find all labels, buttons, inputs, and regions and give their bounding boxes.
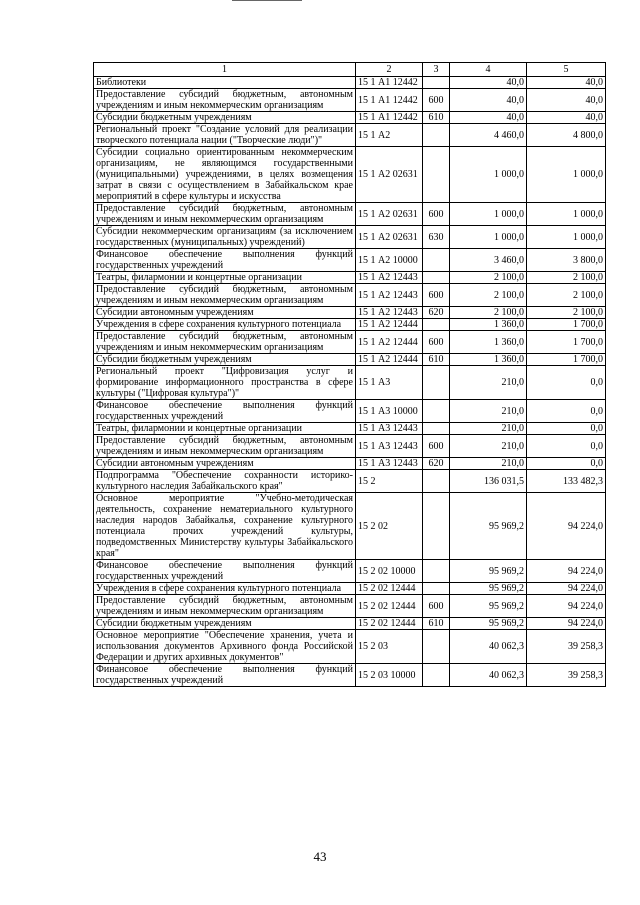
- target-code: 15 1 А2 12443: [356, 307, 423, 319]
- scan-mark: [232, 0, 302, 3]
- row-description: Финансовое обеспечение выполнения функций государственных учреждений: [94, 400, 356, 423]
- amount-year-1: 210,0: [450, 366, 527, 400]
- amount-year-1: 1 360,0: [450, 319, 527, 331]
- expense-type: [423, 272, 450, 284]
- table-row: [94, 112, 606, 124]
- amount-year-2: 0,0: [527, 400, 606, 423]
- amount-year-1: 2 100,0: [450, 307, 527, 319]
- table-row: [94, 124, 606, 147]
- column-header: 3: [423, 63, 450, 77]
- row-description: Учреждения в сфере сохранения культурного потенциала: [94, 583, 356, 595]
- table-row: [94, 618, 606, 630]
- amount-year-1: 1 000,0: [450, 147, 527, 203]
- table-header-row: [94, 63, 606, 77]
- target-code: 15 2 02 12444: [356, 618, 423, 630]
- amount-year-1: 210,0: [450, 435, 527, 458]
- row-description: Предоставление субсидий бюджетным, автономным учреждениям и иным некоммерческим организациям: [94, 284, 356, 307]
- table-row: [94, 331, 606, 354]
- amount-year-1: 95 969,2: [450, 493, 527, 560]
- expense-type: [423, 493, 450, 560]
- amount-year-1: 2 100,0: [450, 284, 527, 307]
- table-row: [94, 307, 606, 319]
- expense-type: 610: [423, 354, 450, 366]
- amount-year-1: 1 360,0: [450, 331, 527, 354]
- target-code: 15 1 А2 12444: [356, 319, 423, 331]
- amount-year-2: 0,0: [527, 458, 606, 470]
- amount-year-1: 95 969,2: [450, 618, 527, 630]
- row-description: Предоставление субсидий бюджетным, автономным учреждениям и иным некоммерческим организациям: [94, 435, 356, 458]
- row-description: Предоставление субсидий бюджетным, автономным учреждениям и иным некоммерческим организациям: [94, 331, 356, 354]
- expense-type: [423, 249, 450, 272]
- target-code: 15 1 А2 12443: [356, 284, 423, 307]
- target-code: 15 2 03: [356, 630, 423, 664]
- target-code: 15 2 02: [356, 493, 423, 560]
- table-row: [94, 89, 606, 112]
- table-body: [94, 77, 606, 687]
- amount-year-1: 40 062,3: [450, 664, 527, 687]
- expense-type: 620: [423, 307, 450, 319]
- table-row: [94, 664, 606, 687]
- target-code: 15 1 А3 12443: [356, 458, 423, 470]
- amount-year-2: 1 000,0: [527, 203, 606, 226]
- target-code: 15 1 А2 12444: [356, 354, 423, 366]
- target-code: 15 1 А1 12442: [356, 89, 423, 112]
- row-description: Субсидии бюджетным учреждениям: [94, 354, 356, 366]
- amount-year-2: 3 800,0: [527, 249, 606, 272]
- amount-year-1: 2 100,0: [450, 272, 527, 284]
- amount-year-2: 94 224,0: [527, 560, 606, 583]
- target-code: 15 1 А3 12443: [356, 423, 423, 435]
- amount-year-2: 94 224,0: [527, 595, 606, 618]
- amount-year-2: 133 482,3: [527, 470, 606, 493]
- target-code: 15 2 03 10000: [356, 664, 423, 687]
- target-code: 15 1 А1 12442: [356, 77, 423, 89]
- table-row: [94, 272, 606, 284]
- amount-year-2: 94 224,0: [527, 583, 606, 595]
- expense-type: 600: [423, 89, 450, 112]
- row-description: Театры, филармонии и концертные организации: [94, 423, 356, 435]
- column-header: 2: [356, 63, 423, 77]
- expense-type: 600: [423, 595, 450, 618]
- column-header: 4: [450, 63, 527, 77]
- target-code: 15 1 А2 12444: [356, 331, 423, 354]
- table-row: [94, 630, 606, 664]
- expense-type: [423, 470, 450, 493]
- amount-year-1: 95 969,2: [450, 583, 527, 595]
- amount-year-2: 40,0: [527, 89, 606, 112]
- amount-year-1: 210,0: [450, 423, 527, 435]
- amount-year-2: 39 258,3: [527, 664, 606, 687]
- row-description: Предоставление субсидий бюджетным, автономным учреждениям и иным некоммерческим организациям: [94, 203, 356, 226]
- amount-year-2: 1 000,0: [527, 226, 606, 249]
- target-code: 15 1 А3: [356, 366, 423, 400]
- expense-type: [423, 583, 450, 595]
- row-description: Субсидии автономным учреждениям: [94, 458, 356, 470]
- expense-type: 620: [423, 458, 450, 470]
- table-row: [94, 354, 606, 366]
- target-code: 15 1 А2 02631: [356, 147, 423, 203]
- expense-type: 610: [423, 618, 450, 630]
- expense-type: [423, 77, 450, 89]
- amount-year-1: 3 460,0: [450, 249, 527, 272]
- expense-type: [423, 423, 450, 435]
- expense-type: 600: [423, 203, 450, 226]
- expense-type: [423, 400, 450, 423]
- amount-year-1: 1 000,0: [450, 226, 527, 249]
- table-row: [94, 560, 606, 583]
- amount-year-2: 2 100,0: [527, 307, 606, 319]
- column-header: 5: [527, 63, 606, 77]
- amount-year-2: 4 800,0: [527, 124, 606, 147]
- amount-year-2: 0,0: [527, 435, 606, 458]
- expense-type: [423, 664, 450, 687]
- expense-type: [423, 319, 450, 331]
- expense-type: [423, 147, 450, 203]
- amount-year-1: 210,0: [450, 400, 527, 423]
- target-code: 15 1 А2 10000: [356, 249, 423, 272]
- table-row: [94, 435, 606, 458]
- target-code: 15 1 А2 02631: [356, 226, 423, 249]
- amount-year-1: 95 969,2: [450, 560, 527, 583]
- row-description: Основное мероприятие "Учебно-методическая деятельность, сохранение нематериального культурного наследия народов Забайкалья, сохранение культурного потенциала прочих учреждений культуры, подведомственных Министерству культуры Забайкальского края": [94, 493, 356, 560]
- expense-type: 600: [423, 435, 450, 458]
- amount-year-2: 39 258,3: [527, 630, 606, 664]
- amount-year-2: 1 700,0: [527, 354, 606, 366]
- row-description: Субсидии бюджетным учреждениям: [94, 112, 356, 124]
- target-code: 15 1 А3 10000: [356, 400, 423, 423]
- row-description: Региональный проект "Цифровизация услуг и формирование информационного пространства в сфере культуры ("Цифровая культура")": [94, 366, 356, 400]
- row-description: Финансовое обеспечение выполнения функций государственных учреждений: [94, 560, 356, 583]
- amount-year-1: 40,0: [450, 112, 527, 124]
- table-row: [94, 147, 606, 203]
- amount-year-2: 2 100,0: [527, 284, 606, 307]
- table-row: [94, 470, 606, 493]
- table-row: [94, 423, 606, 435]
- expense-type: 630: [423, 226, 450, 249]
- row-description: Финансовое обеспечение выполнения функций государственных учреждений: [94, 249, 356, 272]
- expense-type: [423, 630, 450, 664]
- table-row: [94, 77, 606, 89]
- budget-table: [93, 62, 606, 687]
- page-number: 43: [313, 849, 327, 864]
- row-description: Учреждения в сфере сохранения культурного потенциала: [94, 319, 356, 331]
- target-code: 15 1 А3 12443: [356, 435, 423, 458]
- target-code: 15 1 А2 02631: [356, 203, 423, 226]
- row-description: Библиотеки: [94, 77, 356, 89]
- amount-year-2: 94 224,0: [527, 618, 606, 630]
- target-code: 15 2 02 10000: [356, 560, 423, 583]
- row-description: Субсидии автономным учреждениям: [94, 307, 356, 319]
- target-code: 15 1 А1 12442: [356, 112, 423, 124]
- column-header: 1: [94, 63, 356, 77]
- amount-year-2: 40,0: [527, 112, 606, 124]
- row-description: Подпрограмма "Обеспечение сохранности историко-культурного наследия Забайкальского края": [94, 470, 356, 493]
- amount-year-1: 40,0: [450, 77, 527, 89]
- amount-year-1: 40,0: [450, 89, 527, 112]
- table-row: [94, 493, 606, 560]
- row-description: Субсидии некоммерческим организациям (за исключением государственных (муниципальных) учреждений): [94, 226, 356, 249]
- row-description: Финансовое обеспечение выполнения функций государственных учреждений: [94, 664, 356, 687]
- table-row: [94, 366, 606, 400]
- row-description: Субсидии социально ориентированным некоммерческим организациям, не являющимся государственными (муниципальными) учреждениями, в целях возмещения затрат в связи с осуществлением в Забайкальском крае мероприятий в сфере культуры и искусства: [94, 147, 356, 203]
- target-code: 15 2 02 12444: [356, 595, 423, 618]
- table-row: [94, 284, 606, 307]
- amount-year-1: 1 000,0: [450, 203, 527, 226]
- table-row: [94, 226, 606, 249]
- expense-type: 600: [423, 284, 450, 307]
- amount-year-1: 1 360,0: [450, 354, 527, 366]
- target-code: 15 2: [356, 470, 423, 493]
- expense-type: [423, 366, 450, 400]
- row-description: Предоставление субсидий бюджетным, автономным учреждениям и иным некоммерческим организациям: [94, 595, 356, 618]
- amount-year-2: 0,0: [527, 423, 606, 435]
- amount-year-1: 40 062,3: [450, 630, 527, 664]
- amount-year-1: 4 460,0: [450, 124, 527, 147]
- amount-year-2: 94 224,0: [527, 493, 606, 560]
- row-description: Региональный проект "Создание условий для реализации творческого потенциала нации ("Творческие люди")": [94, 124, 356, 147]
- row-description: Театры, филармонии и концертные организации: [94, 272, 356, 284]
- table-row: [94, 319, 606, 331]
- amount-year-1: 210,0: [450, 458, 527, 470]
- table-row: [94, 458, 606, 470]
- amount-year-2: 2 100,0: [527, 272, 606, 284]
- amount-year-1: 95 969,2: [450, 595, 527, 618]
- row-description: Субсидии бюджетным учреждениям: [94, 618, 356, 630]
- table-row: [94, 583, 606, 595]
- expense-type: 610: [423, 112, 450, 124]
- table-row: [94, 400, 606, 423]
- table-row: [94, 249, 606, 272]
- target-code: 15 2 02 12444: [356, 583, 423, 595]
- expense-type: [423, 560, 450, 583]
- expense-type: [423, 124, 450, 147]
- row-description: Предоставление субсидий бюджетным, автономным учреждениям и иным некоммерческим организациям: [94, 89, 356, 112]
- table-row: [94, 203, 606, 226]
- expense-type: 600: [423, 331, 450, 354]
- target-code: 15 1 А2: [356, 124, 423, 147]
- row-description: Основное мероприятие "Обеспечение хранения, учета и использования документов Архивного фонда Российской Федерации и других архивных документов": [94, 630, 356, 664]
- table-row: [94, 595, 606, 618]
- amount-year-2: 1 700,0: [527, 331, 606, 354]
- amount-year-2: 1 000,0: [527, 147, 606, 203]
- amount-year-2: 0,0: [527, 366, 606, 400]
- amount-year-2: 1 700,0: [527, 319, 606, 331]
- amount-year-2: 40,0: [527, 77, 606, 89]
- target-code: 15 1 А2 12443: [356, 272, 423, 284]
- amount-year-1: 136 031,5: [450, 470, 527, 493]
